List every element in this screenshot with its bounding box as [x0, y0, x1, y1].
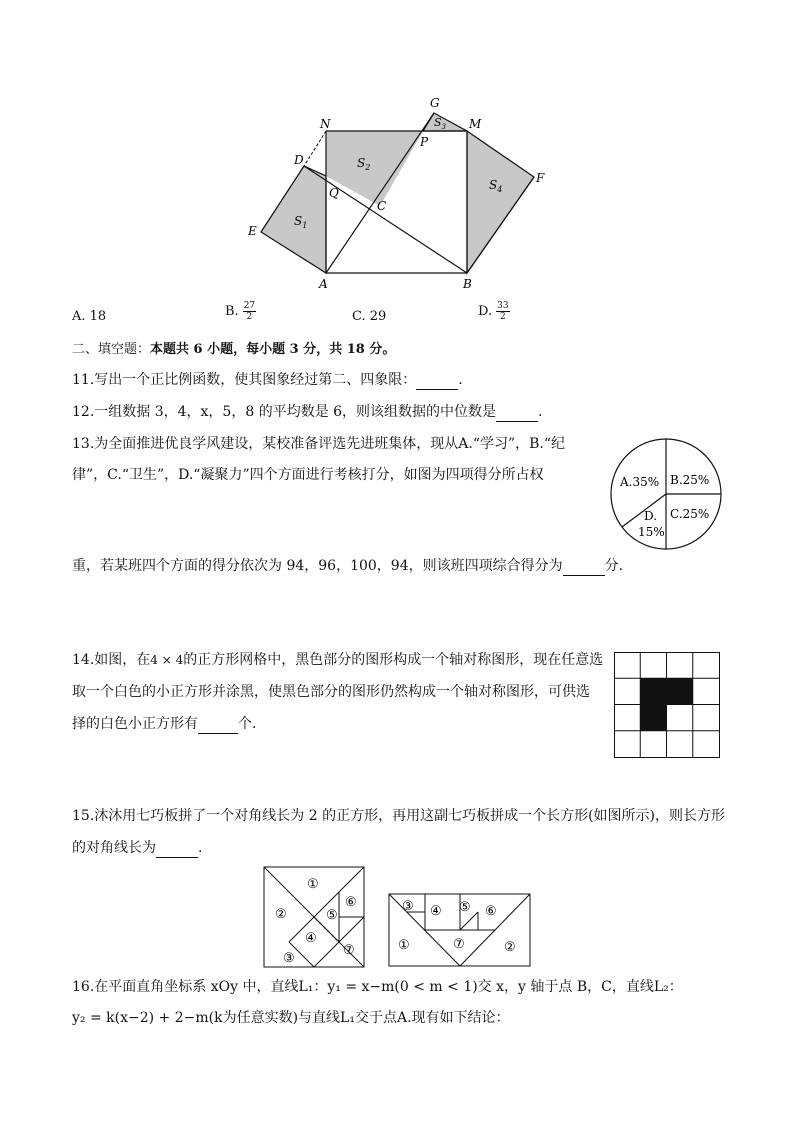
question-11-text: 11.写出一个正比例函数，使其图象经过第二、四象限： — [72, 372, 417, 388]
question-15-line2 — [72, 838, 202, 858]
section-heading-bold: 本题共 6 小题，每小题 3 分，共 18 分。 — [150, 342, 396, 357]
question-12-end: . — [538, 404, 543, 420]
answer-blank-15[interactable] — [156, 843, 198, 858]
tangram-square — [263, 866, 367, 968]
question-15-line2-text: 的对角线长为 — [72, 840, 156, 856]
question-14-line3-text: 择的白色小正方形有 — [72, 716, 198, 732]
pie-label-d-value: 15% — [638, 525, 665, 539]
tangram-right-piece-1: ① — [398, 938, 410, 953]
label-s1: $S_1$ — [294, 214, 308, 230]
choice-d-prefix: D. — [478, 304, 493, 319]
tangram-right-piece-5: ⑤ — [459, 900, 471, 915]
question-16-line1: 16.在平面直角坐标系 xOy 中，直线L₁：y₁ = x−m(0 < m < 1)交 x，y 轴于点 B，C，直线L₂： — [72, 979, 683, 995]
answer-blank-11[interactable] — [416, 375, 458, 390]
tangram-right-piece-4: ④ — [430, 904, 442, 919]
shaded-s2 — [326, 131, 423, 206]
question-14-grid-size: 4 × 4 — [150, 653, 184, 667]
grid-cell-black-1 — [640, 678, 666, 704]
tangram-left-piece-2: ② — [275, 907, 287, 922]
question-15-end: . — [198, 840, 203, 856]
tangram-left-piece-4: ④ — [305, 931, 317, 946]
choice-b — [225, 301, 256, 322]
question-12-text: 12.一组数据 3，4，x，5，8 的平均数是 6，则该组数据的中位数是 — [72, 404, 497, 420]
choice-d — [478, 301, 510, 322]
question-15-line1: 15.沐沐用七巧板拼了一个对角线长为 2 的正方形，再用这副七巧板拼成一个长方形(如图所示)，则长方形 — [72, 808, 725, 824]
question-14-prefix: 14.如图，在 — [72, 652, 151, 668]
shaded-s4 — [467, 131, 534, 273]
choice-b-den: 2 — [246, 312, 253, 322]
answer-blank-14[interactable] — [198, 719, 238, 734]
tangram-right-piece-7: ⑦ — [453, 937, 465, 952]
label-n: N — [320, 117, 331, 131]
section-heading-plain: 二、填空题： — [72, 342, 151, 357]
choice-c: C. 29 — [352, 309, 387, 324]
question-16-line2: y₂ = k(x−2) + 2−m(k为任意实数)与直线L₁交于点A.现有如下结论： — [72, 1010, 510, 1026]
label-d: D — [294, 153, 304, 167]
question-13-end: 分. — [604, 558, 624, 574]
grid-figure — [614, 652, 720, 758]
tangram-left-piece-3: ③ — [283, 951, 295, 966]
tangram-right-piece-6: ⑥ — [485, 904, 497, 919]
choice-b-fraction — [243, 301, 256, 322]
question-13-line3-text: 重，若某班四个方面的得分依次为 94，96，100，94，则该班四项综合得分为 — [72, 558, 563, 574]
tangram-rectangle — [388, 893, 532, 968]
label-s2: $S_2$ — [357, 156, 371, 172]
label-f: F — [536, 171, 545, 185]
answer-blank-13[interactable] — [563, 561, 605, 576]
geometry-figure — [240, 90, 560, 295]
tangram-right-piece-2: ② — [504, 940, 516, 955]
question-14-line3 — [72, 714, 256, 734]
label-c: C — [377, 199, 387, 213]
label-g: G — [430, 96, 440, 110]
pie-label-c: C.25% — [670, 507, 710, 521]
tangram-left-piece-1: ① — [307, 877, 319, 892]
choice-d-fraction — [496, 301, 509, 322]
label-p: P — [420, 135, 429, 149]
question-13-line1: 13.为全面推进优良学风建设，某校准备评选先进班集体，现从A.“学习”，B.“纪 — [72, 436, 566, 452]
tangram-right-piece-3: ③ — [402, 899, 414, 914]
choice-b-prefix: B. — [225, 304, 239, 319]
question-14-line2: 取一个白色的小正方形并涂黑，使黑色部分的图形仍然构成一个轴对称图形，可供选 — [72, 684, 590, 700]
question-13-line2: 律”，C.“卫生”，D.“凝聚力”四个方面进行考核打分，如图为四项得分所占权 — [72, 467, 544, 483]
label-s3: $S_3$ — [434, 116, 447, 131]
pie-label-b: B.25% — [670, 473, 710, 487]
label-a: A — [319, 277, 328, 291]
pie-label-d: D. — [644, 509, 658, 523]
question-13-line3 — [72, 556, 623, 576]
label-m: M — [469, 117, 482, 131]
choice-a: A. 18 — [72, 309, 107, 324]
label-e: E — [248, 224, 257, 238]
label-s4: $S_4$ — [489, 178, 503, 194]
label-q: Q — [329, 186, 339, 200]
label-b: B — [463, 277, 472, 291]
choice-d-den: 2 — [499, 312, 506, 322]
answer-blank-12[interactable] — [496, 407, 538, 422]
grid-cell-black-3 — [640, 705, 666, 731]
choice-b-num: 27 — [243, 301, 256, 311]
question-11 — [72, 370, 463, 390]
question-14-line1 — [72, 650, 603, 670]
section-heading — [72, 340, 395, 360]
tangram-left-piece-7: ⑦ — [343, 943, 355, 958]
question-11-end: . — [458, 372, 463, 388]
choice-d-num: 33 — [497, 301, 509, 311]
question-12 — [72, 402, 543, 422]
tangram-left-piece-6: ⑥ — [345, 895, 357, 910]
grid-cell-black-2 — [667, 678, 693, 704]
tangram-left-piece-5: ⑤ — [326, 908, 338, 923]
question-14-line1-text: 的正方形网格中，黑色部分的图形构成一个轴对称图形，现在任意选 — [183, 652, 604, 668]
pie-chart — [608, 436, 724, 552]
question-14-end: 个. — [238, 716, 257, 732]
pie-label-a: A.35% — [620, 475, 660, 489]
